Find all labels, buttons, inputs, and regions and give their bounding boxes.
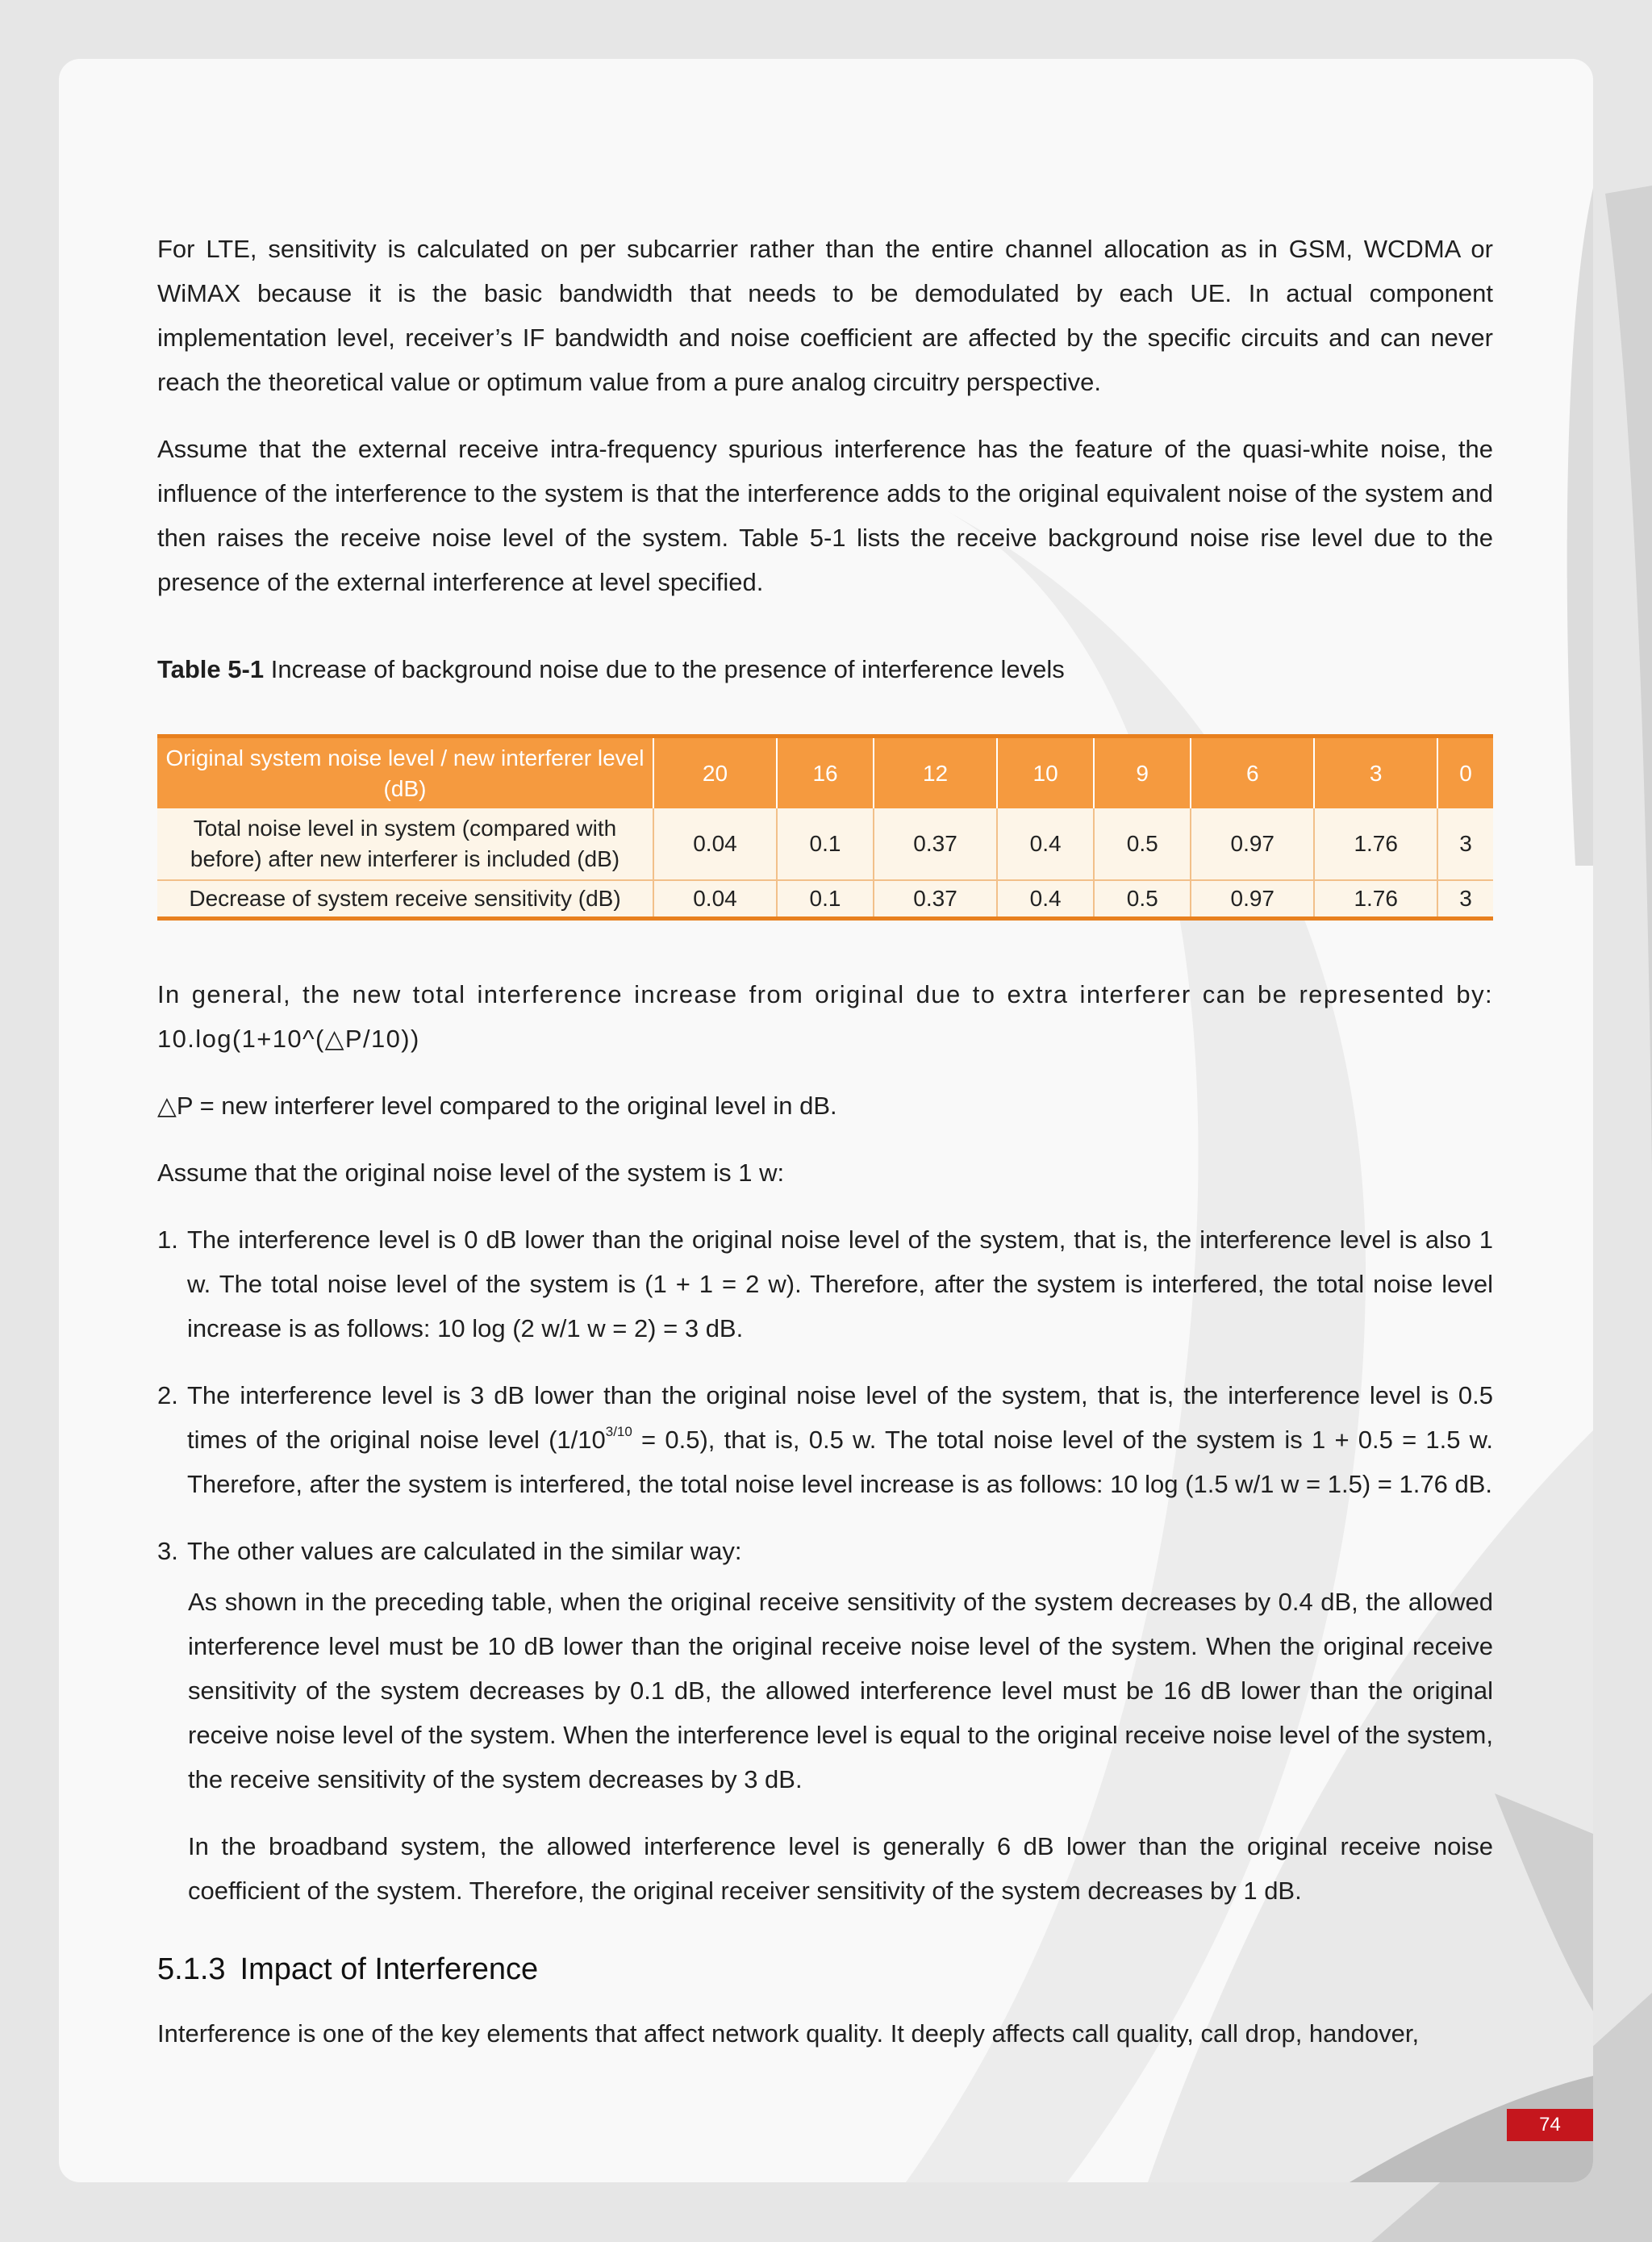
table-cell: Decrease of system receive sensitivity (dB) (157, 880, 653, 919)
list-item (157, 1373, 1493, 1506)
noise-level-table (157, 734, 1493, 921)
table-header-cell: 0 (1437, 737, 1493, 809)
table-cell: 0.4 (997, 880, 1094, 919)
table-cell: 3 (1437, 808, 1493, 880)
table-cell: 0.97 (1191, 808, 1314, 880)
table-row (157, 808, 1493, 880)
table-header-cell: 20 (653, 737, 777, 809)
paragraph-interference-impact: Interference is one of the key elements that affect network quality. It deeply affects call quality, call drop, handover, (157, 2019, 1420, 2048)
paragraph-interference-assumption: Assume that the external receive intra-frequency spurious interference has the feature of the quasi-white noise, the influence of the interference to the system is that the interference adds to the original equivalent noise of the system and then raises the receive noise level of the system. Table 5-1 lists the receive background noise rise level due to the presence of the external interference at level specified. (157, 435, 1493, 596)
paragraph-broadband-system: In the broadband system, the allowed interference level is generally 6 dB lower than the original receive noise coefficient of the system. Therefore, the original receiver sensitivity of the system decreases by 1 dB. (188, 1832, 1493, 1905)
table-header-cell: 9 (1094, 737, 1191, 809)
table-cell: Total noise level in system (compared with before) after new interferer is included (dB) (157, 808, 653, 880)
table-cell: 0.37 (874, 808, 997, 880)
document-page (59, 59, 1593, 2182)
table-row (157, 880, 1493, 919)
table-caption-label: Table 5-1 (157, 655, 265, 683)
list-item (157, 1529, 1493, 1573)
list-item-number: 2. (157, 1381, 178, 1409)
table-cell: 0.97 (1191, 880, 1314, 919)
table-header-row (157, 737, 1493, 809)
list-item-number: 3. (157, 1537, 178, 1565)
list-item-text-continued: = 0.5), that is, 0.5 w. The total noise level of the system is 1 + 0.5 = 1.5 w. Therefore, after the system is interfered, the total noise level increase is as follows: 10 log (1.5 w/1 w = 1.5) = 1.76 dB. (187, 1426, 1493, 1498)
table-cell: 0.5 (1094, 880, 1191, 919)
paragraph-delta-p-definition: △P = new interferer level compared to the original level in dB. (157, 1092, 837, 1120)
table-header-cell: 3 (1314, 737, 1437, 809)
table-caption-text: Increase of background noise due to the presence of interference levels (264, 655, 1065, 683)
calculation-steps-list (157, 1217, 1493, 1573)
paragraph-interference-formula: In general, the new total interference increase from original due to extra interferer can be represented by: 10.log(1+10^(△P/10)) (157, 980, 1493, 1053)
table-header-cell: Original system noise level / new interferer level (dB) (157, 737, 653, 809)
table-header-cell: 10 (997, 737, 1094, 809)
list-item (157, 1217, 1493, 1351)
table-cell: 1.76 (1314, 880, 1437, 919)
table-cell: 0.1 (777, 880, 874, 919)
section-number: 5.1.3 (157, 1952, 226, 1986)
table-header-cell: 12 (874, 737, 997, 809)
exponent-superscript: 3/10 (605, 1423, 632, 1439)
page-content (157, 227, 1493, 2078)
paragraph-sensitivity-explanation: As shown in the preceding table, when the original receive sensitivity of the system decreases by 0.4 dB, the allowed interference level must be 10 dB lower than the original receive noise level of the system. When the original receive sensitivity of the system decreases by 0.1 dB, the allowed interference level must be 16 dB lower than the original receive noise level of the system. When the interference level is equal to the original receive noise level of the system, the receive sensitivity of the system decreases by 3 dB. (188, 1588, 1493, 1793)
table-header-cell: 6 (1191, 737, 1314, 809)
table-cell: 0.4 (997, 808, 1094, 880)
table-cell: 0.1 (777, 808, 874, 880)
section-heading (157, 1945, 1493, 1994)
step-3-details (157, 1580, 1493, 1913)
table-header-cell: 16 (777, 737, 874, 809)
section-title: Impact of Interference (240, 1952, 539, 1986)
table-cell: 3 (1437, 880, 1493, 919)
table-caption (157, 651, 1493, 687)
table-cell: 0.04 (653, 880, 777, 919)
table-cell: 1.76 (1314, 808, 1437, 880)
table-cell: 0.04 (653, 808, 777, 880)
paragraph-lte-sensitivity: For LTE, sensitivity is calculated on per subcarrier rather than the entire channel allocation as in GSM, WCDMA or WiMAX because it is the basic bandwidth that needs to be demodulated by each UE. In actual component implementation level, receiver’s IF bandwidth and noise coefficient are affected by the specific circuits and can never reach the theoretical value or optimum value from a pure analog circuitry perspective. (157, 235, 1493, 396)
list-item-text: The interference level is 3 dB lower than the original noise level of the system, that is, the interference level is 0.5 times of the original noise level (1/10 (187, 1381, 1493, 1454)
page-number-badge: 74 (1507, 2109, 1593, 2141)
list-item-number: 1. (157, 1225, 178, 1254)
list-item-text: The other values are calculated in the similar way: (187, 1537, 742, 1565)
table-cell: 0.37 (874, 880, 997, 919)
paragraph-noise-assumption: Assume that the original noise level of the system is 1 w: (157, 1159, 785, 1187)
list-item-text: The interference level is 0 dB lower than the original noise level of the system, that is, the interference level is also 1 w. The total noise level of the system is (1 + 1 = 2 w). Therefore, after the system is interfered, the total noise level increase is as follows: 10 log (2 w/1 w = 2) = 3 dB. (187, 1225, 1493, 1342)
table-cell: 0.5 (1094, 808, 1191, 880)
